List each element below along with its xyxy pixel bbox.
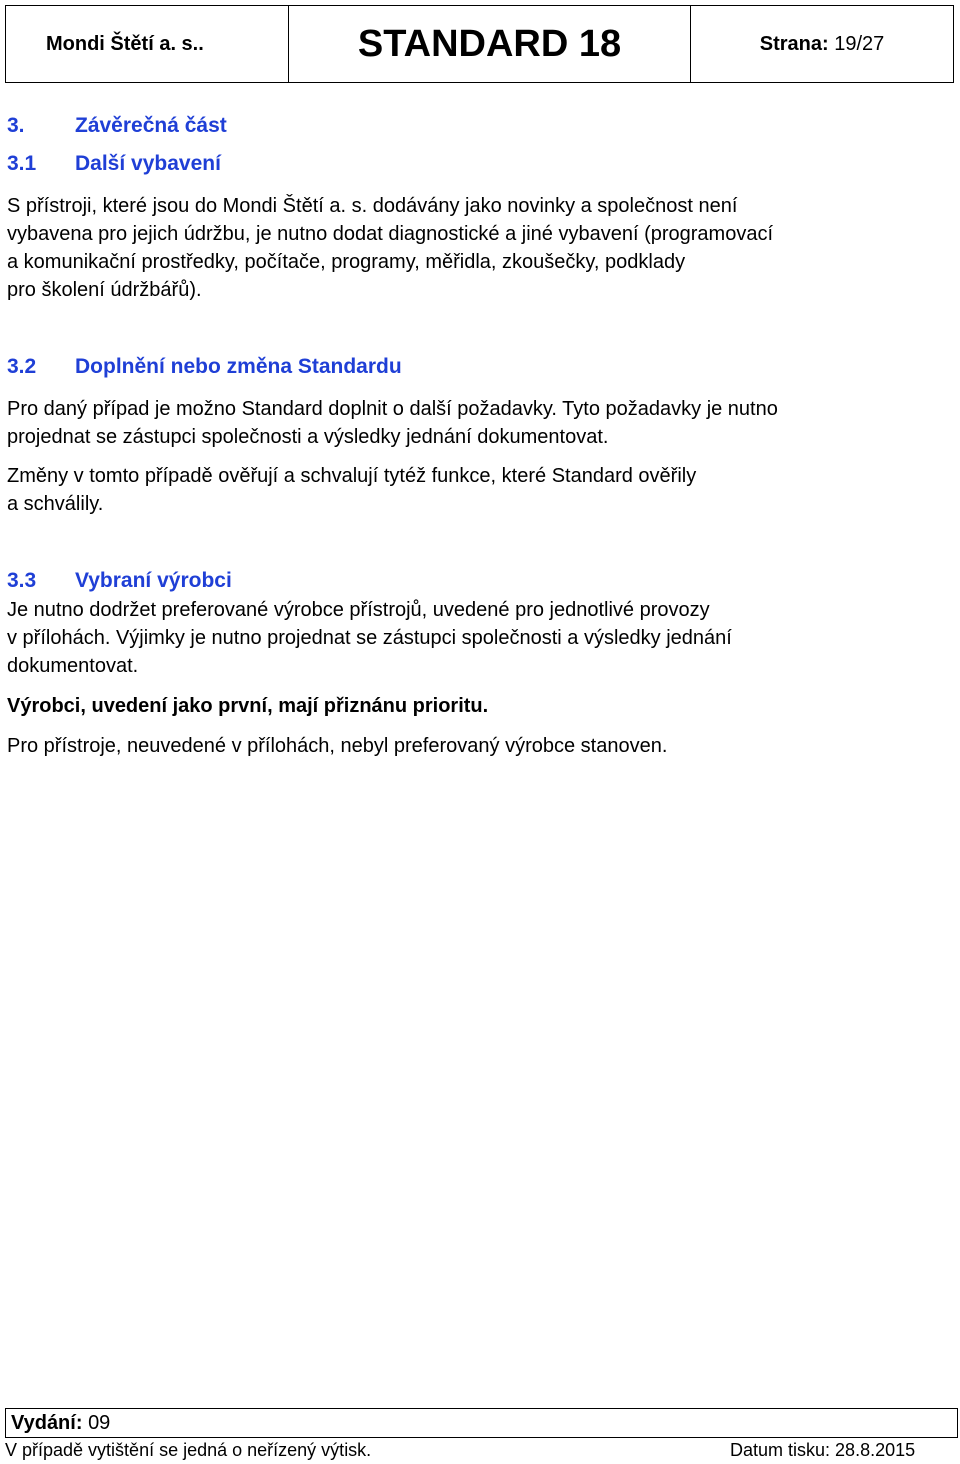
text-line: a komunikační prostředky, počítače, programy, měřidla, zkoušečky, podklady (7, 251, 686, 273)
section-3-2-heading (7, 355, 402, 379)
page-value: 19/27 (834, 32, 885, 55)
text-line: vybavena pro jejich údržbu, je nutno dodat diagnostické a jiné vybavení (programovací (7, 223, 774, 245)
document-header (5, 5, 954, 83)
print-date-value: 28.8.2015 (835, 1440, 916, 1460)
footer-issue (5, 1408, 958, 1438)
text-line: dokumentovat. (7, 655, 139, 677)
page-label: Strana: (759, 32, 829, 55)
section-title: Doplnění nebo změna Standardu (75, 355, 402, 378)
print-date-label: Datum tisku: (730, 1440, 831, 1460)
text-line: S přístroji, které jsou do Mondi Štětí a. s. dodávány jako novinky a společnost není (7, 195, 738, 217)
issue-label: Vydání: (11, 1412, 83, 1434)
priority-note: Výrobci, uvedení jako první, mají přiznánu prioritu. (7, 695, 489, 717)
section-number: 3.1 (7, 152, 37, 175)
section-3-3-paragraph-3: Pro přístroje, neuvedené v přílohách, nebyl preferovaný výrobce stanoven. (7, 735, 668, 757)
print-date (730, 1440, 915, 1461)
section-number: 3.3 (7, 569, 37, 592)
section-3-2-paragraph-2 (7, 462, 696, 518)
section-3-3-paragraph-1 (7, 596, 732, 680)
section-3-1-paragraph (7, 192, 773, 304)
header-page (691, 6, 953, 82)
section-title: Závěrečná část (75, 114, 227, 137)
uncontrolled-copy-note: V případě vytištění se jedná o neřízený výtisk. (5, 1440, 372, 1460)
text-line: Změny v tomto případě ověřují a schvalují tytéž funkce, které Standard ověřily (7, 465, 697, 487)
text-line: Pro daný případ je možno Standard doplnit o další požadavky. Tyto požadavky je nutno (7, 398, 778, 420)
text-line: v přílohách. Výjimky je nutno projednat se zástupci společnosti a výsledky jednání (7, 627, 732, 649)
section-3-2-paragraph-1 (7, 395, 778, 451)
text-line: a schválily. (7, 493, 104, 515)
issue-value: 09 (88, 1412, 111, 1434)
section-number: 3.2 (7, 355, 37, 378)
section-3-1-heading (7, 152, 221, 176)
section-title: Vybraní výrobci (75, 569, 232, 592)
text-line: Je nutno dodržet preferované výrobce přístrojů, uvedené pro jednotlivé provozy (7, 599, 710, 621)
header-company: Mondi Štětí a. s.. (6, 6, 289, 82)
header-title: STANDARD 18 (289, 6, 691, 82)
text-line: projednat se zástupci společnosti a výsledky jednání dokumentovat. (7, 426, 609, 448)
section-title: Další vybavení (75, 152, 221, 175)
text-line: pro školení údržbářů). (7, 279, 202, 301)
section-3-3-heading (7, 569, 232, 593)
section-number: 3. (7, 114, 25, 137)
section-3-heading (7, 114, 227, 138)
